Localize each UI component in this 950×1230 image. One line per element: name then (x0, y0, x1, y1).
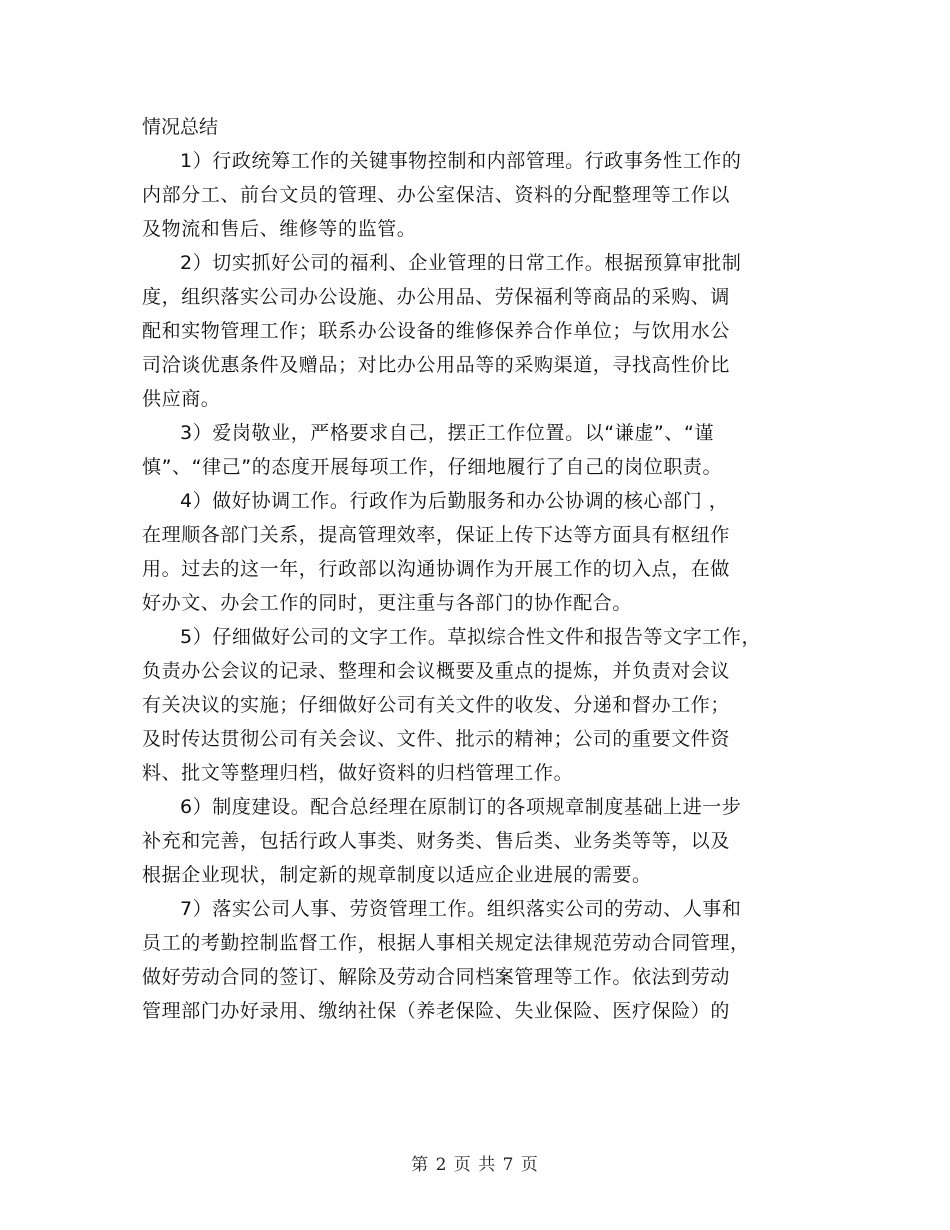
paragraph-line: 4）做好协调工作。行政作为后勤服务和办公协调的核心部门 ， (180, 490, 729, 512)
section-heading: 情况总结 (142, 116, 219, 138)
paragraph-line: 1）行政统筹工作的关键事物控制和内部管理。行政事务性工作的 (180, 150, 742, 172)
paragraph-line: 配和实物管理工作；联系办公设备的维修保养合作单位；与饮用水公 (142, 320, 731, 342)
page-number-footer: 第 2 页 共 7 页 (411, 1155, 539, 1175)
paragraph-5 (142, 620, 812, 790)
paragraph-6 (142, 790, 812, 892)
paragraph-line: 供应商。 (142, 388, 221, 410)
paragraph-line: 及物流和售后、维修等的监管。 (142, 218, 417, 240)
paragraph-line: 及时传达贯彻公司有关会议、文件、批示的精神；公司的重要文件资 (142, 728, 731, 750)
paragraph-7 (142, 892, 812, 1028)
paragraph-line: 慎”、“律己”的态度开展每项工作，仔细地履行了自己的岗位职责。 (142, 456, 723, 478)
paragraph-line: 在理顺各部门关系，提高管理效率，保证上传下达等方面具有枢纽作 (142, 524, 731, 546)
paragraph-line: 6）制度建设。配合总经理在原制订的各项规章制度基础上进一步 (180, 796, 742, 818)
paragraph-line: 管理部门办好录用、缴纳社保（养老保险、失业保险、医疗保险）的 (142, 1000, 731, 1022)
paragraph-4 (142, 484, 812, 620)
paragraph-line: 有关决议的实施；仔细做好公司有关文件的收发、分递和督办工作； (142, 694, 731, 716)
paragraph-line: 7）落实公司人事、劳资管理工作。组织落实公司的劳动、人事和 (180, 898, 742, 920)
paragraph-line: 5）仔细做好公司的文字工作。草拟综合性文件和报告等文字工作， (180, 626, 762, 648)
paragraph-2 (142, 246, 812, 416)
paragraph-line: 做好劳动合同的签订、解除及劳动合同档案管理等工作。依法到劳动 (142, 966, 731, 988)
paragraph-line: 料、批文等整理归档，做好资料的归档管理工作。 (142, 762, 574, 784)
paragraph-line: 2）切实抓好公司的福利、企业管理的日常工作。根据预算审批制 (180, 252, 742, 274)
paragraph-line: 3）爱岗敬业，严格要求自己，摆正工作位置。以“谦虚”、“谨 (180, 422, 715, 444)
paragraph-line: 好办文、办会工作的同时，更注重与各部门的协作配合。 (142, 592, 633, 614)
paragraph-line: 负责办公会议的记录、整理和会议概要及重点的提炼，并负责对会议 (142, 660, 731, 682)
paragraph-3 (142, 416, 812, 484)
paragraph-line: 司洽谈优惠条件及赠品；对比办公用品等的采购渠道，寻找高性价比 (142, 354, 731, 376)
paragraph-list (142, 144, 812, 1028)
paragraph-1 (142, 144, 812, 246)
document-body (142, 110, 812, 1028)
paragraph-line: 员工的考勤控制监督工作，根据人事相关规定法律规范劳动合同管理， (142, 932, 750, 954)
paragraph-line: 用。过去的这一年，行政部以沟通协调作为开展工作的切入点，在做 (142, 558, 731, 580)
paragraph-line: 补充和完善，包括行政人事类、财务类、售后类、业务类等等，以及 (142, 830, 731, 852)
paragraph-line: 度，组织落实公司办公设施、办公用品、劳保福利等商品的采购、调 (142, 286, 731, 308)
paragraph-line: 内部分工、前台文员的管理、办公室保洁、资料的分配整理等工作以 (142, 184, 731, 206)
paragraph-line: 根据企业现状，制定新的规章制度以适应企业进展的需要。 (142, 864, 652, 886)
